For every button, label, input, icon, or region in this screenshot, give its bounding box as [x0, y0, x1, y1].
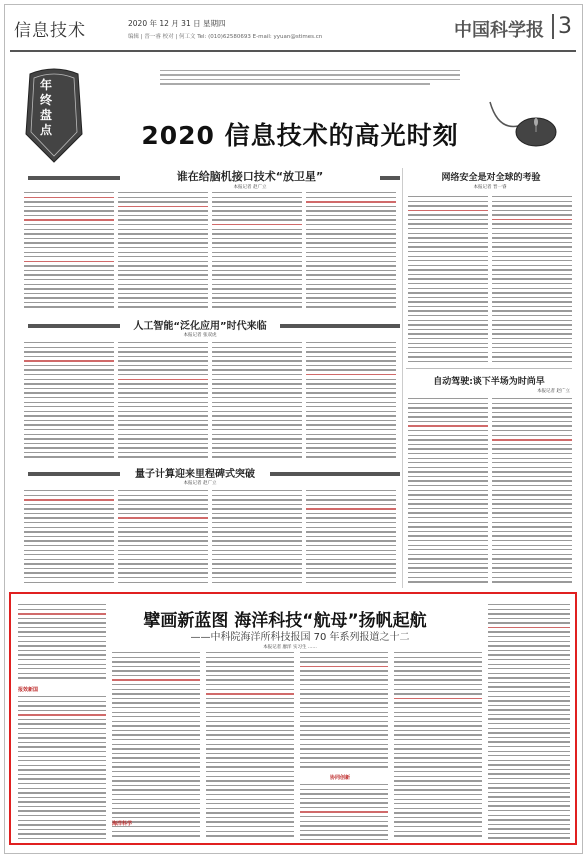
article-text-column: [24, 342, 114, 460]
article-byline-autonomous: 本报记者 赵广立: [537, 389, 570, 394]
article-rule: [28, 176, 120, 180]
issue-date: 2020 年 12 月 31 日 星期四: [128, 19, 226, 28]
section-name: 信息技术: [14, 21, 86, 41]
page-header: [10, 10, 576, 52]
boxed-article-byline: 本报记者 廖洋 实习生 ……: [263, 645, 317, 650]
article-rule: [28, 472, 120, 476]
computer-mouse-icon: [488, 100, 558, 160]
article-text-column: [300, 652, 388, 768]
article-rule: [270, 472, 400, 476]
article-rule: [28, 324, 120, 328]
article-text-column: [118, 342, 208, 460]
article-byline-quantum: 本报记者 赵广立: [183, 481, 217, 486]
article-text-column: [24, 192, 114, 310]
article-text-column: [306, 342, 396, 460]
column-divider: [402, 168, 403, 588]
article-text-column: [408, 398, 488, 584]
article-text-column: [24, 490, 114, 586]
article-text-column: [492, 398, 572, 584]
boxed-section-head: 协同创新: [330, 775, 351, 781]
article-text-column: [212, 490, 302, 586]
article-title-security: 网络安全是对全球的考验: [441, 173, 541, 183]
article-text-column: [212, 342, 302, 460]
boxed-section-head: 海洋科学: [112, 821, 133, 827]
article-text-column: [300, 784, 388, 840]
article-text-column: [118, 192, 208, 310]
article-title-bci: 谁在给脑机接口技术“放卫星”: [176, 170, 324, 183]
section-divider: [406, 368, 572, 369]
paper-logo: 中国科学报: [454, 20, 544, 41]
article-text-column: [492, 196, 572, 362]
article-title-autonomous: 自动驾驶:谈下半场为时尚早: [433, 377, 545, 387]
article-text-column: [488, 604, 570, 840]
feature-intro: [160, 64, 460, 88]
article-text-column: [408, 196, 488, 362]
badge-label: 年终盘点: [40, 78, 53, 137]
boxed-article-title: 擘画新蓝图 海洋科技“航母”扬帆起航: [143, 611, 427, 631]
boxed-section-head: 报效新国: [18, 687, 39, 693]
article-text-column: [394, 652, 482, 840]
year-end-badge-icon: [22, 64, 86, 164]
article-rule: [280, 324, 400, 328]
article-byline-ai: 本报记者 张双虎: [183, 333, 217, 338]
article-text-column: [306, 490, 396, 586]
boxed-article-subtitle: ——中科院海洋所科技报国 70 年系列报道之十二: [190, 632, 410, 643]
article-title-ai: 人工智能“泛化应用”时代来临: [133, 321, 267, 332]
article-text-column: [18, 604, 106, 680]
editor-credits: 编辑 | 晋一睿 校对 | 何工文 Tel: (010)62580693 E-mail: yyuan@stimes.cn: [128, 34, 323, 40]
feature-title: 2020 信息技术的高光时刻: [141, 121, 459, 150]
article-title-quantum: 量子计算迎来里程碑式突破: [135, 469, 255, 480]
article-text-column: [112, 652, 200, 840]
page-number: 3: [552, 14, 572, 39]
article-rule: [380, 176, 400, 180]
article-byline-security: 本报记者 晋一睿: [473, 185, 507, 190]
article-text-column: [306, 192, 396, 310]
article-text-column: [118, 490, 208, 586]
article-text-column: [212, 192, 302, 310]
article-byline-bci: 本报记者 赵广立: [233, 185, 267, 190]
article-text-column: [206, 652, 294, 840]
article-text-column: [18, 696, 106, 840]
